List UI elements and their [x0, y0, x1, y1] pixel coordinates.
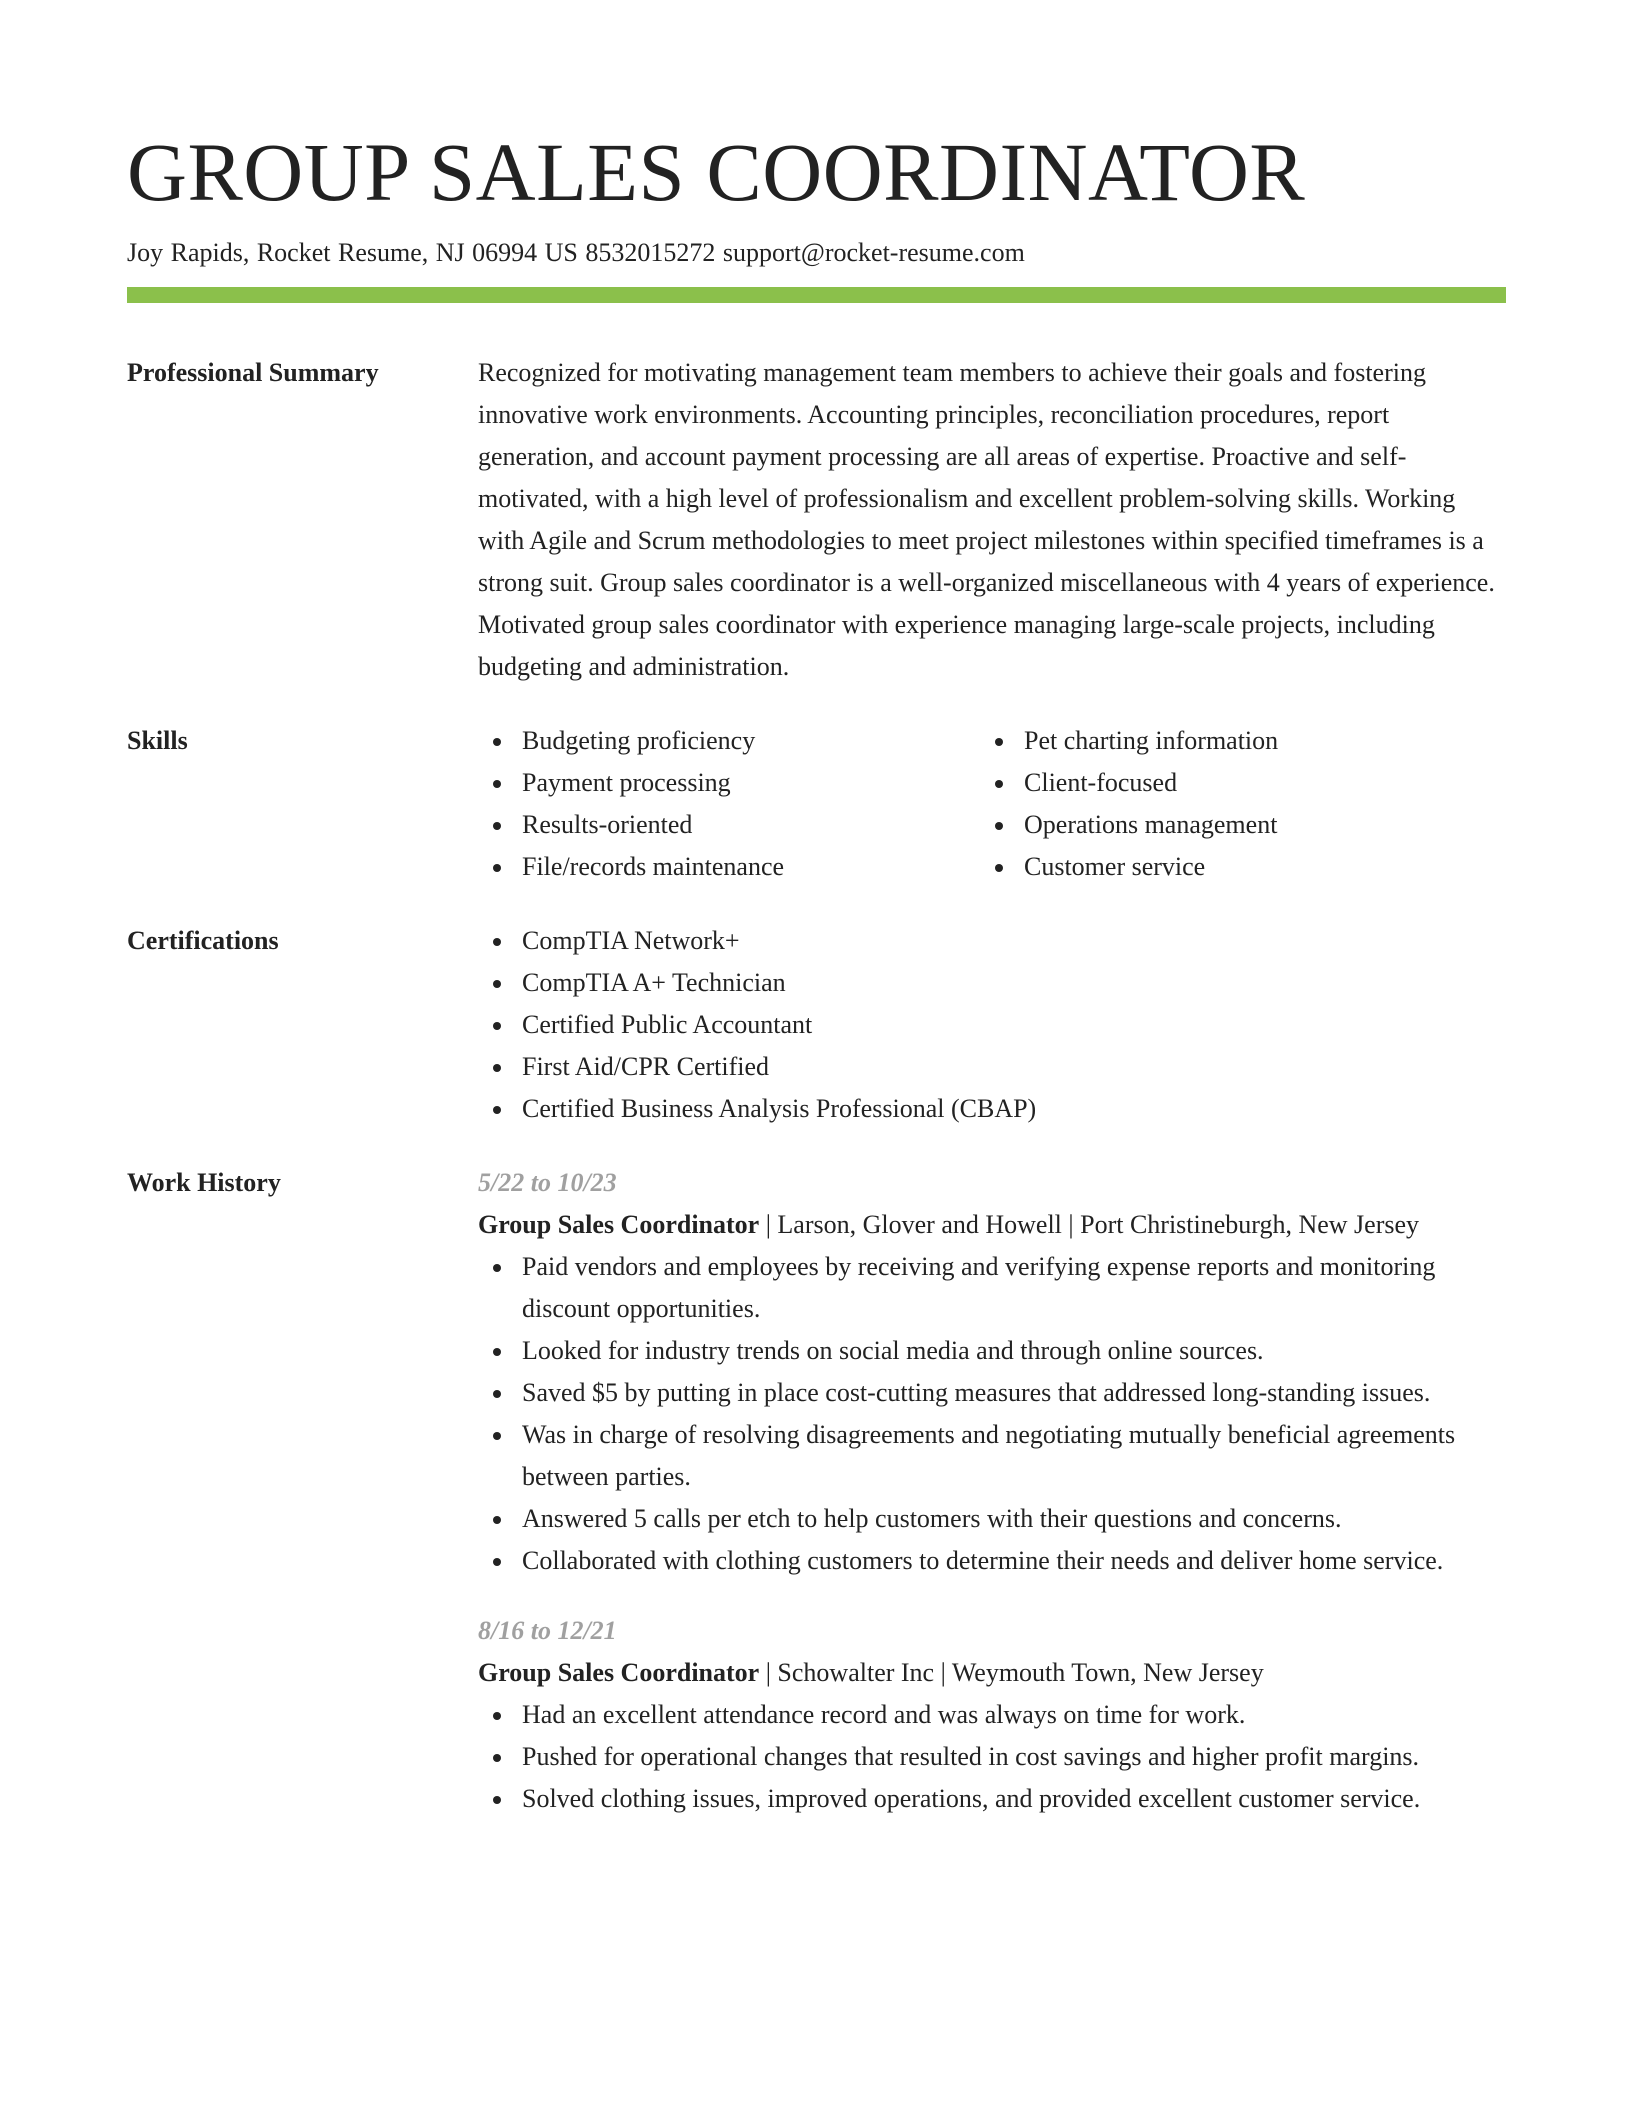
- certifications-body: [478, 920, 1506, 1130]
- job-dates: 8/16 to 12/21: [478, 1616, 617, 1645]
- job-bullet: Solved clothing issues, improved operations, and provided excellent customer service.: [478, 1778, 1506, 1820]
- work-history-body: [478, 1162, 1506, 1820]
- skills-column-2: [980, 720, 1482, 888]
- skill-item: Pet charting information: [980, 720, 1482, 762]
- skill-item: Customer service: [980, 846, 1482, 888]
- job-heading: [478, 1204, 1506, 1246]
- certification-item: Certified Business Analysis Professional (CBAP): [478, 1088, 1506, 1130]
- contact-line: Joy Rapids, Rocket Resume, NJ 06994 US 8532015272 support@rocket-resume.com: [127, 238, 1025, 267]
- skill-item: Payment processing: [478, 762, 980, 804]
- job-bullet: Paid vendors and employees by receiving and verifying expense reports and monitoring discount opportunities.: [478, 1246, 1506, 1330]
- header-divider: [127, 287, 1506, 303]
- job-bullet: Pushed for operational changes that resulted in cost savings and higher profit margins.: [478, 1736, 1506, 1778]
- summary-section: [127, 352, 1506, 688]
- certification-item: CompTIA A+ Technician: [478, 962, 1506, 1004]
- job-heading: [478, 1652, 1506, 1694]
- job-bullet: Collaborated with clothing customers to determine their needs and deliver home service.: [478, 1540, 1506, 1582]
- resume-title: GROUP SALES COORDINATOR: [127, 126, 1306, 218]
- section-label-work-history: Work History: [127, 1168, 281, 1197]
- job-bullet: Was in charge of resolving disagreements and negotiating mutually beneficial agreements between parties.: [478, 1414, 1506, 1498]
- section-label-skills: Skills: [127, 726, 188, 755]
- job-bullet: Saved $5 by putting in place cost-cutting measures that addressed long-standing issues.: [478, 1372, 1506, 1414]
- skill-item: Budgeting proficiency: [478, 720, 980, 762]
- summary-text: Recognized for motivating management team members to achieve their goals and fostering innovative work environments. Accounting principles, reconciliation procedures, report generation, and account payment processing are all areas of expertise. Proactive and self-motivated, with a high level of professionalism and excellent problem-solving skills. Working with Agile and Scrum methodologies to meet project milestones within specified timeframes is a strong suit. Group sales coordinator is a well-organized miscellaneous with 4 years of experience. Motivated group sales coordinator with experience managing large-scale projects, including budgeting and administration.: [478, 358, 1495, 681]
- certification-item: CompTIA Network+: [478, 920, 1506, 962]
- job-details: | Schowalter Inc | Weymouth Town, New Jersey: [759, 1658, 1264, 1687]
- skill-item: Client-focused: [980, 762, 1482, 804]
- job-details: | Larson, Glover and Howell | Port Christineburgh, New Jersey: [759, 1210, 1420, 1239]
- job-entry: [478, 1610, 1506, 1820]
- work-history-section: [127, 1162, 1506, 1820]
- skills-section: [127, 720, 1506, 888]
- job-title: Group Sales Coordinator: [478, 1210, 760, 1239]
- job-bullets: [478, 1246, 1506, 1582]
- certification-item: Certified Public Accountant: [478, 1004, 1506, 1046]
- job-bullet: Had an excellent attendance record and was always on time for work.: [478, 1694, 1506, 1736]
- section-label-certifications: Certifications: [127, 926, 279, 955]
- certifications-section: [127, 920, 1506, 1130]
- skill-item: File/records maintenance: [478, 846, 980, 888]
- job-title: Group Sales Coordinator: [478, 1658, 760, 1687]
- section-label-summary: Professional Summary: [127, 358, 379, 387]
- job-bullet: Looked for industry trends on social media and through online sources.: [478, 1330, 1506, 1372]
- certification-item: First Aid/CPR Certified: [478, 1046, 1506, 1088]
- skill-item: Operations management: [980, 804, 1482, 846]
- job-entry: [478, 1162, 1506, 1582]
- job-bullet: Answered 5 calls per etch to help customers with their questions and concerns.: [478, 1498, 1506, 1540]
- job-bullets: [478, 1694, 1506, 1820]
- skill-item: Results-oriented: [478, 804, 980, 846]
- certifications-list: [478, 920, 1506, 1130]
- skills-grid: [478, 720, 1506, 888]
- skills-column-1: [478, 720, 980, 888]
- job-dates: 5/22 to 10/23: [478, 1168, 617, 1197]
